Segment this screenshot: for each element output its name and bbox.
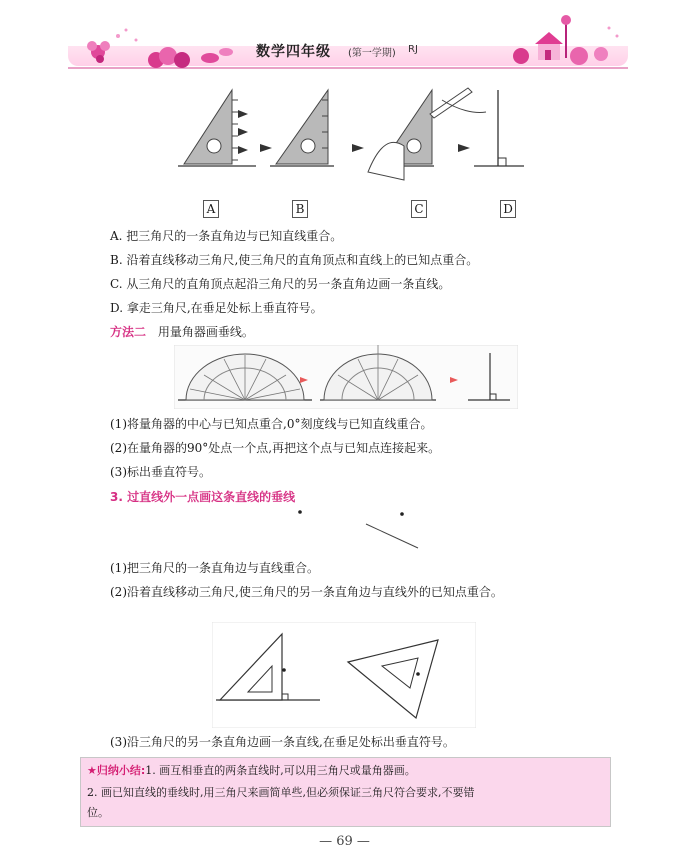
figure-label-c: C — [411, 200, 427, 218]
given-point — [298, 510, 302, 514]
summary-point-1: 1. 画互相垂直的两条直线时,可以用三角尺或量角器画。 — [145, 764, 416, 777]
flower-icon — [87, 41, 110, 63]
method1-step-c: C. 从三角尺的直角顶点起沿三角尺的另一条直角边画一条直线。 — [110, 277, 451, 291]
figure-protractor-steps — [174, 345, 518, 409]
section3-title: 3. 过直线外一点画这条直线的垂线 — [110, 490, 296, 504]
summary-box — [80, 757, 611, 827]
tree-icon — [561, 15, 571, 58]
arrow-right-icon — [260, 144, 272, 152]
method2-heading — [110, 324, 254, 340]
book-title: 数学四年级 — [256, 44, 331, 60]
summary-line-1 — [87, 761, 416, 781]
header-decoration-left — [78, 22, 248, 68]
sparkle-icon — [116, 29, 138, 42]
summary-point-2: 2. 画已知直线的垂线时,用三角尺来画简单些,但必须保证三角尺符合要求,不要错 — [87, 786, 475, 799]
method1-step-b: B. 沿着直线移动三角尺,使三角尺的直角顶点和直线上的已知点重合。 — [110, 253, 479, 267]
sparkle-icon — [608, 27, 619, 38]
section3-step-1: (1)把三角尺的一条直角边与直线重合。 — [110, 561, 319, 575]
page-number: — 69 — — [319, 834, 370, 849]
figure-triangle-external-point — [212, 622, 476, 728]
summary-title: ★归纳小结: — [87, 764, 146, 777]
method1-step-a: A. 把三角尺的一条直角边与已知直线重合。 — [110, 229, 343, 243]
figure-label-d: D — [500, 200, 516, 218]
method2-text: 用量角器画垂线。 — [157, 325, 254, 339]
given-point — [400, 512, 404, 516]
figure-triangle-steps — [168, 80, 530, 190]
bush-icon — [148, 47, 190, 68]
method2-step-3: (3)标出垂直符号。 — [110, 465, 211, 479]
book-term: (第一学期) — [348, 48, 396, 59]
figure-label-a: A — [203, 200, 219, 218]
method2-step-1: (1)将量角器的中心与已知点重合,0°刻度线与已知直线重合。 — [110, 417, 433, 431]
method1-step-d: D. 拿走三角尺,在垂足处标上垂直符号。 — [110, 301, 323, 315]
panel-d-illustration — [474, 90, 524, 166]
pencil-icon — [430, 88, 472, 118]
header-decoration-right — [505, 10, 635, 68]
method2-label: 方法二 — [110, 325, 147, 339]
hand-icon — [368, 142, 404, 180]
panel-a-illustration — [178, 90, 256, 166]
summary-point-2-cont: 位。 — [87, 806, 109, 819]
leaf-icon — [201, 48, 233, 63]
panel-b-illustration — [270, 90, 334, 166]
bush-icon — [513, 47, 608, 65]
arrow-right-icon — [352, 144, 364, 152]
figure-point-and-line — [290, 506, 430, 552]
arrow-right-icon — [238, 110, 248, 154]
given-line — [366, 524, 418, 548]
panel-c-illustration — [368, 88, 486, 180]
given-point — [416, 672, 420, 676]
figure-label-b: B — [292, 200, 308, 218]
section3-step-3: (3)沿三角尺的另一条直角边画一条直线,在垂足处标出垂直符号。 — [110, 735, 455, 749]
given-point — [282, 668, 286, 672]
arrow-right-icon — [458, 144, 470, 152]
book-edition: RJ — [408, 44, 418, 55]
section3-step-2: (2)沿着直线移动三角尺,使三角尺的另一条直角边与直线外的已知点重合。 — [110, 585, 503, 599]
method2-step-2: (2)在量角器的90°处点一个点,再把这个点与已知点连接起来。 — [110, 441, 441, 455]
house-icon — [535, 32, 563, 60]
